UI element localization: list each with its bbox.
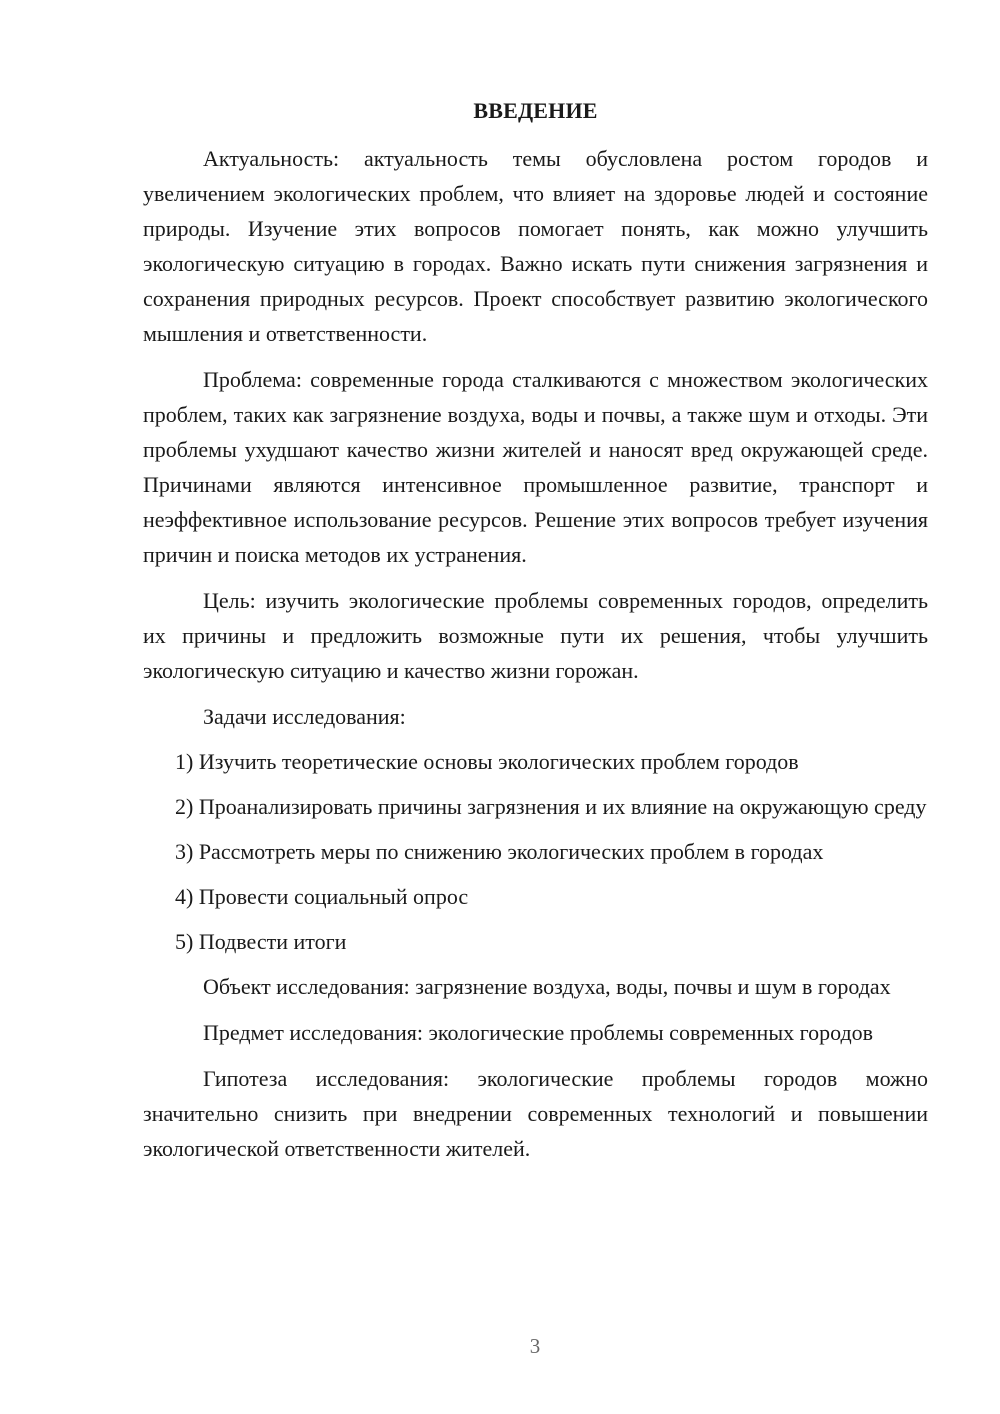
- task-item-4: 4) Провести социальный опрос: [175, 884, 469, 909]
- paragraph-subject: Предмет исследования: экологические проблемы современных городов: [203, 1020, 874, 1045]
- task-item-5: 5) Подвести итоги: [175, 929, 347, 954]
- section-title: ВВЕДЕНИЕ: [473, 98, 598, 123]
- task-item-2: 2) Проанализировать причины загрязнения и их влияние на окружающую среду: [175, 794, 927, 819]
- tasks-list: [143, 744, 928, 959]
- paragraph-object: Объект исследования: загрязнение воздуха, воды, почвы и шум в городах: [203, 974, 891, 999]
- paragraph-goal: Цель: изучить экологические проблемы современных городов, определить их причины и предложить возможные пути их решения, чтобы улучшить экологическую ситуацию и качество жизни горожан.: [143, 588, 928, 683]
- task-item-1: 1) Изучить теоретические основы экологических проблем городов: [175, 749, 799, 774]
- task-item-3: 3) Рассмотреть меры по снижению экологических проблем в городах: [175, 839, 824, 864]
- tasks-heading: Задачи исследования:: [203, 704, 406, 729]
- page-content: [143, 95, 928, 1177]
- paragraph-problem: Проблема: современные города сталкиваются с множеством экологических проблем, таких как загрязнение воздуха, воды и почвы, а также шум и отходы. Эти проблемы ухудшают качество жизни жителей и наносят вред окружающей среде. Причинами являются интенсивное промышленное развитие, транспорт и неэффективное использование ресурсов. Решение этих вопросов требует изучения причин и поиска методов их устранения.: [143, 367, 928, 567]
- page-number: 3: [529, 1334, 541, 1358]
- paragraph-hypothesis: Гипотеза исследования: экологические проблемы городов можно значительно снизить при внедрении современных технологий и повышении экологической ответственности жителей.: [143, 1066, 928, 1161]
- paragraph-relevance: Актуальность: актуальность темы обусловлена ростом городов и увеличением экологических проблем, что влияет на здоровье людей и состояние природы. Изучение этих вопросов помогает понять, как можно улучшить экологическую ситуацию в городах. Важно искать пути снижения загрязнения и сохранения природных ресурсов. Проект способствует развитию экологического мышления и ответственности.: [143, 146, 928, 346]
